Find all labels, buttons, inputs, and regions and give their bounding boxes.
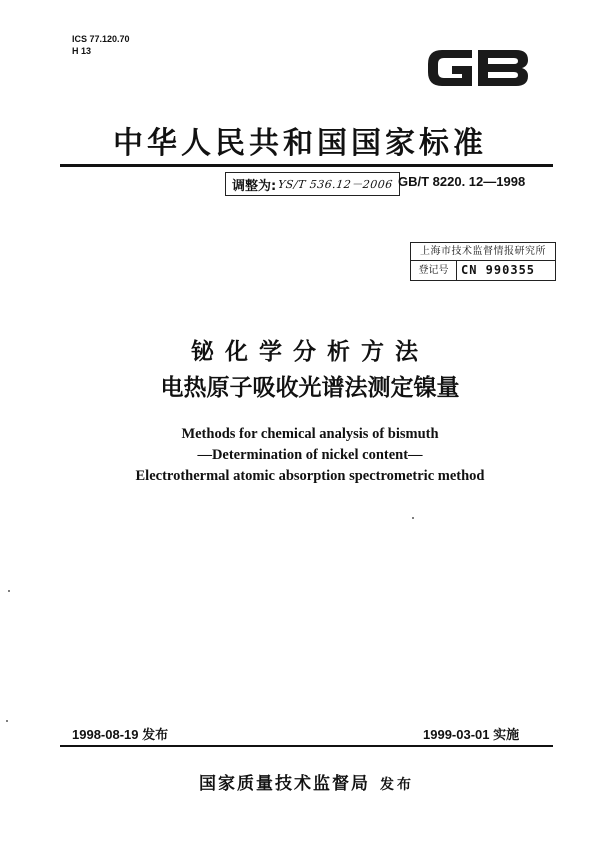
scan-speck — [412, 517, 414, 519]
issue-date: 1998-08-19 发布 — [72, 727, 169, 742]
title-zh-line2: 电热原子吸收光谱法测定镍量 — [160, 375, 460, 401]
title-en-line1: Methods for chemical analysis of bismuth — [181, 426, 439, 442]
gb-logo — [422, 40, 534, 96]
h-code: H 13 — [72, 46, 92, 56]
issuer — [60, 769, 553, 794]
classification-codes — [72, 33, 130, 57]
footer-rule — [60, 745, 553, 747]
standard-number: GB/T 8220. 12—1998 — [398, 174, 526, 189]
standard-type-title: 中华人民共和国国家标准 — [113, 126, 487, 161]
adjustment-value: YS/T 536.12－2006 — [277, 178, 394, 191]
issuer-name: 国家质量技术监督局 — [199, 774, 370, 794]
title-en-line3: Electrothermal atomic absorption spectrometric method — [135, 468, 485, 484]
ics-code: ICS 77.120.70 — [72, 34, 130, 44]
stamp-reg-label: 登记号 — [411, 261, 457, 280]
title-en-line2: —Determination of nickel content— — [197, 447, 423, 463]
adjustment-label: 调整为: — [232, 178, 277, 194]
stamp-reg-value: CN 990355 — [461, 263, 536, 277]
issuer-suffix: 发布 — [380, 777, 414, 793]
title-zh-line1: 铋化学分析方法 — [191, 339, 429, 365]
header-rule — [60, 164, 553, 167]
scan-speck — [8, 590, 10, 592]
implementation-date: 1999-03-01 实施 — [423, 727, 520, 742]
adjustment-note-box — [225, 172, 400, 196]
registration-stamp — [410, 242, 556, 281]
stamp-organization: 上海市技术监督情报研究所 — [411, 243, 555, 261]
scan-speck — [6, 720, 8, 722]
